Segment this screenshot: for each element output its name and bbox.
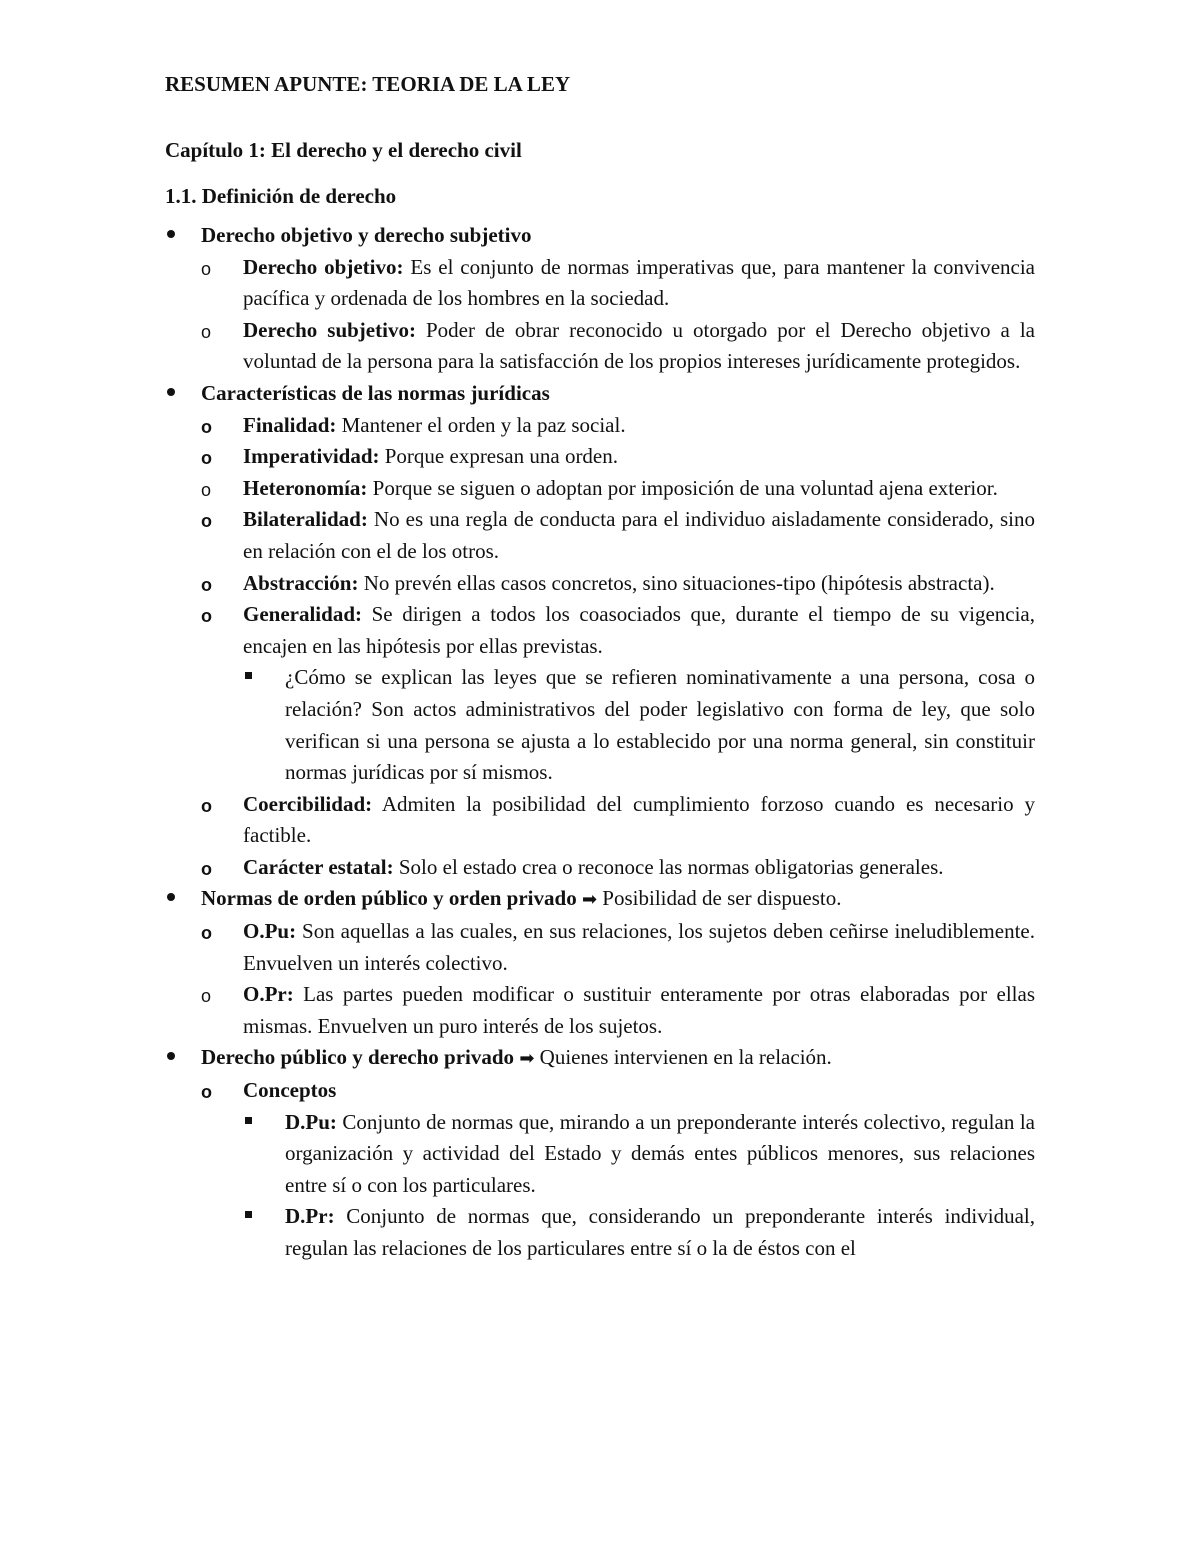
item-text: No es una regla de conducta para el individuo aisladamente considerado, sino en relación con el de los otros. (243, 507, 1035, 563)
nested-list (243, 1107, 1035, 1265)
sub-list-item (201, 789, 1035, 852)
item-term: O.Pr: (243, 982, 294, 1007)
item-term: Imperatividad: (243, 444, 380, 469)
item-text: Solo el estado crea o reconoce las normas obligatorias generales. (393, 854, 944, 879)
hollow-bullet-icon: o (201, 511, 212, 532)
nested-list-item (243, 1201, 1035, 1264)
item-text: Poder de obrar reconocido u otorgado por el Derecho objetivo a la voluntad de la persona para la satisfacción de los propios intereses jurídicamente protegidos. (243, 317, 1036, 374)
item-text: Se dirigen a todos los coasociados que, durante el tiempo de su vigencia, encajen en las hipótesis por ellas previstas. (243, 602, 1035, 658)
item-note: ¿Cómo se explican las leyes que se refieren nominativamente a una persona, cosa o relación? Son actos administrativos del poder legislativo con forma de ley, que solo verifican si una persona se ajusta a lo establecido por una norma general, sin constituir normas jurídicas por sí mismos. (285, 665, 1035, 785)
item-term: O.Pu: (243, 919, 297, 944)
item-heading: Derecho público y derecho privado (201, 1045, 515, 1070)
bullet-icon (167, 893, 175, 901)
hollow-bullet-icon: o (201, 321, 212, 342)
sub-list-item (201, 568, 1035, 600)
list-item (165, 378, 1035, 884)
section-heading: 1.1. Definición de derecho (165, 184, 397, 208)
item-text: Conjunto de normas que, considerando un preponderante interés individual, regulan las relaciones de los particulares entre sí o la de éstos con el (285, 1204, 1035, 1260)
sub-list-item (201, 473, 1035, 505)
item-text: Las partes pueden modificar o sustituir enteramente por otras elaboradas por ellas mismas. Envuelven un puro interés de los sujetos. (243, 982, 1035, 1038)
item-text: Conjunto de normas que, mirando a un preponderante interés colectivo, regulan la organización y actividad del Estado y demás entes públicos menores, sus relaciones entre sí o con los particulares. (285, 1109, 1035, 1197)
hollow-bullet-icon: o (201, 258, 212, 279)
hollow-bullet-icon: o (201, 795, 212, 816)
hollow-bullet-icon: o (201, 448, 212, 469)
document-title: RESUMEN APUNTE: TEORIA DE LA LEY (165, 72, 571, 96)
sub-list-item (201, 1075, 1035, 1265)
item-text: Son aquellas a las cuales, en sus relaciones, los sujetos deben ceñirse ineludiblemente. Envuelven un interés colectivo. (243, 919, 1035, 975)
item-heading: Características de las normas jurídicas (201, 380, 550, 405)
sub-list (201, 252, 1035, 378)
item-heading: Derecho objetivo y derecho subjetivo (201, 223, 532, 247)
sub-list-item (201, 852, 1035, 884)
bullet-icon (167, 230, 175, 238)
sub-list-item (201, 504, 1035, 567)
item-text: Admiten la posibilidad del cumplimiento forzoso cuando es necesario y factible. (243, 791, 1035, 848)
arrow-right-icon: ➡ (581, 889, 598, 911)
document-content (165, 68, 1035, 1265)
nested-list (243, 662, 1035, 788)
sub-list (201, 410, 1035, 884)
hollow-bullet-icon: o (201, 416, 212, 437)
list-item (165, 220, 1035, 378)
sub-list-item (201, 916, 1035, 979)
nested-list-item (243, 1107, 1035, 1202)
sub-list-item (201, 599, 1035, 789)
arrow-right-icon: ➡ (519, 1048, 535, 1070)
hollow-bullet-icon: o (201, 606, 212, 627)
sub-list-item (201, 979, 1035, 1042)
item-text: No prevén ellas casos concretos, sino situaciones-tipo (hipótesis abstracta). (358, 570, 995, 595)
list-item (165, 1042, 1035, 1264)
hollow-bullet-icon: o (201, 1082, 212, 1103)
list-item (165, 883, 1035, 1042)
item-term: Conceptos (243, 1078, 337, 1103)
square-bullet-icon (245, 1211, 252, 1218)
item-term: Carácter estatal: (243, 854, 394, 879)
item-after: Posibilidad de ser dispuesto. (597, 886, 842, 911)
bullet-icon (167, 1052, 175, 1060)
sub-list (201, 916, 1035, 1042)
hollow-bullet-icon: o (201, 858, 212, 879)
hollow-bullet-icon: o (201, 923, 212, 944)
item-text: Porque se siguen o adoptan por imposición de una voluntad ajena exterior. (367, 475, 998, 500)
item-text: Mantener el orden y la paz social. (336, 412, 626, 437)
item-text: Porque expresan una orden. (379, 444, 619, 469)
main-list (165, 220, 1035, 1265)
item-term: Coercibilidad: (243, 791, 373, 816)
item-heading: Normas de orden público y orden privado (201, 886, 577, 911)
item-term: Finalidad: (243, 412, 337, 437)
chapter-heading: Capítulo 1: El derecho y el derecho civil (165, 138, 522, 162)
bullet-icon (167, 388, 175, 396)
item-term: D.Pu: (285, 1109, 337, 1134)
sub-list-item (201, 252, 1035, 315)
hollow-bullet-icon: o (201, 574, 212, 595)
item-term: Abstracción: (243, 570, 359, 595)
item-after: Quienes intervienen en la relación. (534, 1045, 832, 1070)
item-term: Generalidad: (243, 602, 362, 627)
sub-list (201, 1075, 1035, 1265)
item-term: Derecho subjetivo: (243, 317, 416, 342)
nested-list-item (243, 662, 1035, 788)
item-term: Bilateralidad: (243, 507, 368, 532)
sub-list-item (201, 410, 1035, 442)
square-bullet-icon (245, 1117, 252, 1124)
square-bullet-icon (245, 672, 252, 679)
hollow-bullet-icon: o (201, 479, 212, 500)
item-term: Heteronomía: (243, 475, 368, 500)
sub-list-item (201, 315, 1035, 378)
item-term: D.Pr: (285, 1204, 335, 1229)
item-text: Es el conjunto de normas imperativas que, para mantener la convivencia pacífica y ordenada de los hombres en la sociedad. (243, 254, 1035, 311)
hollow-bullet-icon: o (201, 986, 212, 1007)
sub-list-item (201, 441, 1035, 473)
item-term: Derecho objetivo: (243, 254, 404, 279)
